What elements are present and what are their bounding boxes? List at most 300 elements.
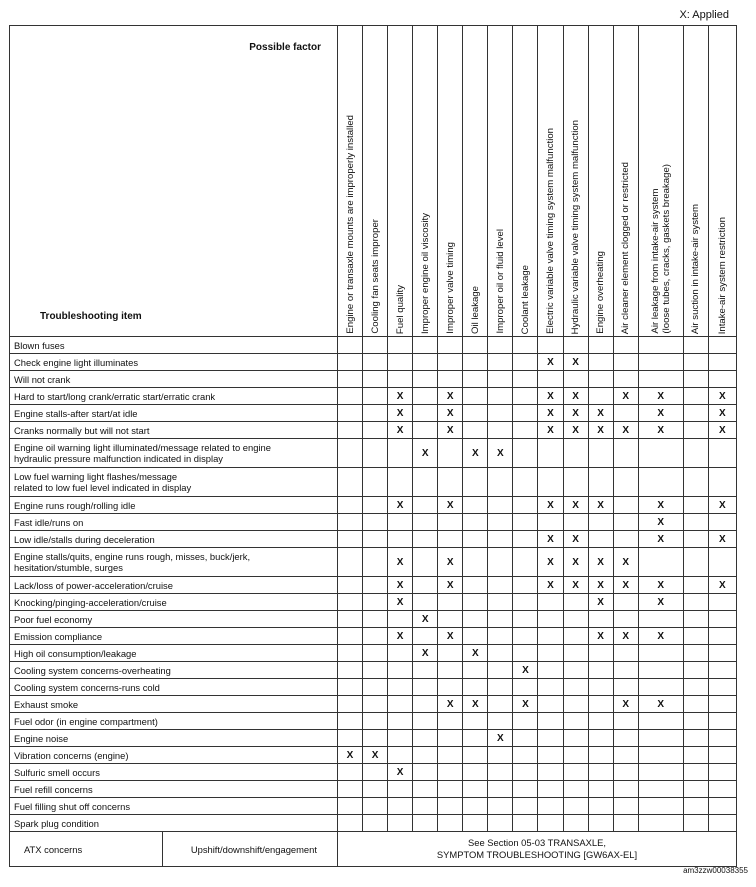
atx-subitem-label: Upshift/downshift/engagement [162,832,337,867]
applied-mark [413,815,438,832]
applied-mark: X [563,577,588,594]
applied-mark: X [638,594,683,611]
applied-mark [683,337,708,354]
table-row [10,514,737,531]
applied-mark [563,696,588,713]
applied-mark: X [563,422,588,439]
applied-mark [388,798,413,815]
applied-mark: X [538,531,563,548]
applied-mark: X [538,422,563,439]
applied-mark [638,815,683,832]
applied-mark [588,371,613,388]
applied-mark [588,747,613,764]
table-row [10,337,737,354]
applied-mark: X [388,628,413,645]
applied-mark [538,628,563,645]
applied-mark [588,514,613,531]
applied-mark: X [388,577,413,594]
applied-mark [513,468,538,497]
applied-mark [388,679,413,696]
applied-mark [683,645,708,662]
applied-mark: X [388,594,413,611]
applied-mark [388,371,413,388]
applied-mark [683,662,708,679]
applied-mark [613,531,638,548]
applied-mark [363,764,388,781]
troubleshooting-item: Engine stalls-after start/at idle [10,405,338,422]
applied-mark [683,531,708,548]
applied-mark [563,439,588,468]
applied-mark [413,747,438,764]
troubleshooting-item: Fuel refill concerns [10,781,338,798]
applied-mark: X [538,577,563,594]
applied-mark [488,468,513,497]
troubleshooting-item: Spark plug condition [10,815,338,832]
applied-mark [488,747,513,764]
applied-mark [513,781,538,798]
table-row [10,645,737,662]
applied-mark [613,781,638,798]
applied-mark: X [588,594,613,611]
applied-mark [363,422,388,439]
column-header-label: Oil leakage [469,286,481,334]
applied-mark: X [588,497,613,514]
applied-mark [488,679,513,696]
applied-mark: X [563,405,588,422]
applied-mark: X [638,422,683,439]
table-row [10,713,737,730]
applied-mark [463,468,488,497]
applied-mark [363,514,388,531]
applied-mark [563,679,588,696]
applied-mark: X [638,577,683,594]
table-row [10,696,737,713]
troubleshooting-item: Engine stalls/quits, engine runs rough, misses, buck/jerk, hesitation/stumble, surges [10,548,338,577]
applied-mark [683,497,708,514]
applied-mark [337,577,362,594]
applied-mark [337,371,362,388]
column-header [337,26,362,337]
applied-mark: X [413,645,438,662]
applied-mark [683,696,708,713]
applied-mark [488,405,513,422]
applied-mark: X [513,696,538,713]
applied-mark: X [438,696,463,713]
applied-mark [563,468,588,497]
applied-mark [363,497,388,514]
applied-mark [438,747,463,764]
applied-mark [638,730,683,747]
applied-mark [708,628,736,645]
applied-mark: X [708,577,736,594]
troubleshooting-item: Lack/loss of power-acceleration/cruise [10,577,338,594]
applied-mark [463,662,488,679]
applied-mark [563,662,588,679]
applied-mark [563,628,588,645]
applied-mark [513,628,538,645]
applied-mark [463,577,488,594]
applied-mark [708,354,736,371]
applied-mark [613,594,638,611]
table-row [10,497,737,514]
applied-mark [538,764,563,781]
applied-mark [613,611,638,628]
table-row [10,628,737,645]
applied-mark [413,531,438,548]
header-corner [10,26,338,337]
column-header [513,26,538,337]
applied-mark [337,468,362,497]
atx-concerns-label: ATX concerns [10,832,163,867]
troubleshooting-item: Fuel filling shut off concerns [10,798,338,815]
applied-mark [337,764,362,781]
troubleshooting-item: Knocking/pinging-acceleration/cruise [10,594,338,611]
applied-mark: X [708,531,736,548]
applied-mark [538,594,563,611]
column-header-label: Air suction in intake-air system [690,203,702,334]
applied-mark [638,764,683,781]
troubleshooting-item: Fast idle/runs on [10,514,338,531]
column-header [638,26,683,337]
applied-mark [438,354,463,371]
applied-mark: X [438,548,463,577]
applied-mark: X [488,439,513,468]
applied-mark [563,645,588,662]
applied-mark: X [388,548,413,577]
applied-mark [683,422,708,439]
applied-mark [613,371,638,388]
applied-mark [588,388,613,405]
applied-mark [488,713,513,730]
column-header [438,26,463,337]
applied-mark [613,337,638,354]
applied-mark [588,645,613,662]
applied-mark [638,798,683,815]
applied-mark [363,730,388,747]
column-header-label: Improper engine oil viscosity [419,212,431,334]
applied-mark [613,468,638,497]
applied-mark [413,422,438,439]
applied-mark [563,713,588,730]
applied-mark [613,713,638,730]
possible-factor-label: Possible factor [249,42,321,53]
applied-mark [683,577,708,594]
applied-mark [463,388,488,405]
applied-mark [337,679,362,696]
applied-mark [463,611,488,628]
applied-mark [513,337,538,354]
applied-mark [488,781,513,798]
applied-mark [337,798,362,815]
column-header-label: Improper valve timing [444,242,456,334]
applied-mark [388,354,413,371]
table-row [10,422,737,439]
applied-mark [413,696,438,713]
table-row [10,405,737,422]
applied-mark [708,781,736,798]
table-row [10,468,737,497]
applied-mark [513,405,538,422]
troubleshooting-table [9,25,737,867]
applied-mark [538,645,563,662]
applied-mark [488,514,513,531]
applied-mark [683,371,708,388]
applied-mark [463,422,488,439]
applied-mark [613,679,638,696]
applied-mark [363,815,388,832]
applied-mark [683,798,708,815]
applied-mark [708,679,736,696]
applied-mark: X [438,422,463,439]
applied-mark [337,713,362,730]
applied-mark [413,662,438,679]
applied-mark [438,764,463,781]
column-header-label: Air leakage from intake-air system (loose tubes, cracks, gaskets breakage) [649,164,672,334]
troubleshooting-item: Cooling system concerns-runs cold [10,679,338,696]
applied-mark [438,594,463,611]
applied-mark [683,388,708,405]
applied-mark: X [438,628,463,645]
troubleshooting-item: Cooling system concerns-overheating [10,662,338,679]
applied-mark [588,798,613,815]
troubleshooting-item: Will not crank [10,371,338,388]
column-header [563,26,588,337]
table-row [10,747,737,764]
applied-mark [683,764,708,781]
applied-mark: X [438,577,463,594]
applied-mark [588,662,613,679]
table-row [10,730,737,747]
applied-mark [683,713,708,730]
applied-mark [388,645,413,662]
applied-mark [683,405,708,422]
applied-mark [638,337,683,354]
applied-mark [438,439,463,468]
applied-mark [438,468,463,497]
applied-mark [513,371,538,388]
applied-mark [538,337,563,354]
applied-mark: X [463,696,488,713]
applied-mark [708,594,736,611]
applied-mark [708,764,736,781]
table-row [10,388,737,405]
applied-mark [638,645,683,662]
applied-mark [588,354,613,371]
applied-mark [363,577,388,594]
applied-mark [463,371,488,388]
applied-mark [488,594,513,611]
applied-mark [638,354,683,371]
atx-note-line2: SYMPTOM TROUBLESHOOTING [GW6AX-EL] [436,849,638,860]
table-row [10,764,737,781]
applied-mark [413,764,438,781]
troubleshooting-item: Low idle/stalls during deceleration [10,531,338,548]
applied-mark [708,730,736,747]
applied-mark [708,611,736,628]
applied-mark: X [708,422,736,439]
troubleshooting-item: Sulfuric smell occurs [10,764,338,781]
column-header [683,26,708,337]
applied-mark [488,497,513,514]
applied-mark [613,514,638,531]
applied-mark [683,354,708,371]
applied-mark [337,439,362,468]
column-header [588,26,613,337]
applied-mark [708,439,736,468]
applied-mark: X [638,497,683,514]
applied-mark [463,730,488,747]
applied-mark [438,531,463,548]
table-row [10,611,737,628]
applied-mark [513,611,538,628]
troubleshooting-item-label: Troubleshooting item [40,311,142,322]
applied-mark [438,815,463,832]
applied-mark [513,531,538,548]
applied-mark [638,747,683,764]
applied-mark [363,798,388,815]
applied-mark [413,468,438,497]
applied-mark [337,531,362,548]
applied-mark [538,730,563,747]
applied-mark [683,815,708,832]
troubleshooting-item: Engine runs rough/rolling idle [10,497,338,514]
applied-mark [513,577,538,594]
applied-mark [538,798,563,815]
applied-mark [613,439,638,468]
applied-mark [613,798,638,815]
applied-mark [638,713,683,730]
applied-mark [363,781,388,798]
table-row [10,577,737,594]
applied-mark [513,422,538,439]
applied-mark [413,354,438,371]
applied-mark: X [463,439,488,468]
column-header-label: Electric variable valve timing system malfunction [545,128,556,334]
applied-mark [513,798,538,815]
applied-mark [413,405,438,422]
applied-mark [513,764,538,781]
applied-mark [438,798,463,815]
applied-mark [563,611,588,628]
applied-mark [438,679,463,696]
column-header [388,26,413,337]
column-header-label: Hydraulic variable valve timing system malfunction [570,119,582,334]
applied-mark [563,730,588,747]
applied-mark: X [613,696,638,713]
applied-mark [588,764,613,781]
applied-mark [613,645,638,662]
applied-mark [588,531,613,548]
legend-applied: X: Applied [679,9,729,21]
applied-mark [438,713,463,730]
applied-mark [563,514,588,531]
applied-mark [488,371,513,388]
applied-mark [613,730,638,747]
applied-mark: X [363,747,388,764]
troubleshooting-item: Engine oil warning light illuminated/message related to engine hydraulic pressure malfunction indicated in display [10,439,338,468]
applied-mark [538,747,563,764]
applied-mark [613,764,638,781]
applied-mark [708,514,736,531]
applied-mark [438,337,463,354]
applied-mark: X [538,388,563,405]
applied-mark: X [538,548,563,577]
applied-mark: X [613,422,638,439]
applied-mark [413,337,438,354]
troubleshooting-item: Hard to start/long crank/erratic start/erratic crank [10,388,338,405]
applied-mark [588,439,613,468]
applied-mark: X [708,388,736,405]
applied-mark [388,337,413,354]
applied-mark [438,514,463,531]
applied-mark [337,405,362,422]
applied-mark [538,514,563,531]
applied-mark [613,405,638,422]
applied-mark [337,781,362,798]
applied-mark [388,815,413,832]
applied-mark [413,514,438,531]
applied-mark [488,531,513,548]
applied-mark [363,679,388,696]
applied-mark [337,354,362,371]
applied-mark [413,497,438,514]
applied-mark [588,611,613,628]
applied-mark [363,611,388,628]
applied-mark [388,662,413,679]
applied-mark: X [413,439,438,468]
applied-mark [538,696,563,713]
applied-mark [588,781,613,798]
applied-mark [588,815,613,832]
applied-mark [588,468,613,497]
applied-mark [337,730,362,747]
applied-mark [388,514,413,531]
applied-mark [337,662,362,679]
applied-mark [513,439,538,468]
applied-mark [463,354,488,371]
applied-mark: X [638,405,683,422]
applied-mark [513,497,538,514]
applied-mark [708,468,736,497]
applied-mark [388,747,413,764]
applied-mark [513,747,538,764]
column-header [488,26,513,337]
applied-mark [363,548,388,577]
applied-mark [513,548,538,577]
column-header [613,26,638,337]
applied-mark [363,645,388,662]
applied-mark [683,781,708,798]
applied-mark [363,371,388,388]
table-row [10,798,737,815]
applied-mark [708,371,736,388]
applied-mark [638,662,683,679]
applied-mark [708,662,736,679]
applied-mark [413,594,438,611]
applied-mark [513,388,538,405]
applied-mark: X [463,645,488,662]
applied-mark [438,645,463,662]
applied-mark [413,713,438,730]
applied-mark: X [613,388,638,405]
applied-mark [463,679,488,696]
applied-mark [588,679,613,696]
applied-mark [363,696,388,713]
applied-mark: X [413,611,438,628]
applied-mark [613,662,638,679]
applied-mark: X [613,548,638,577]
applied-mark [413,388,438,405]
